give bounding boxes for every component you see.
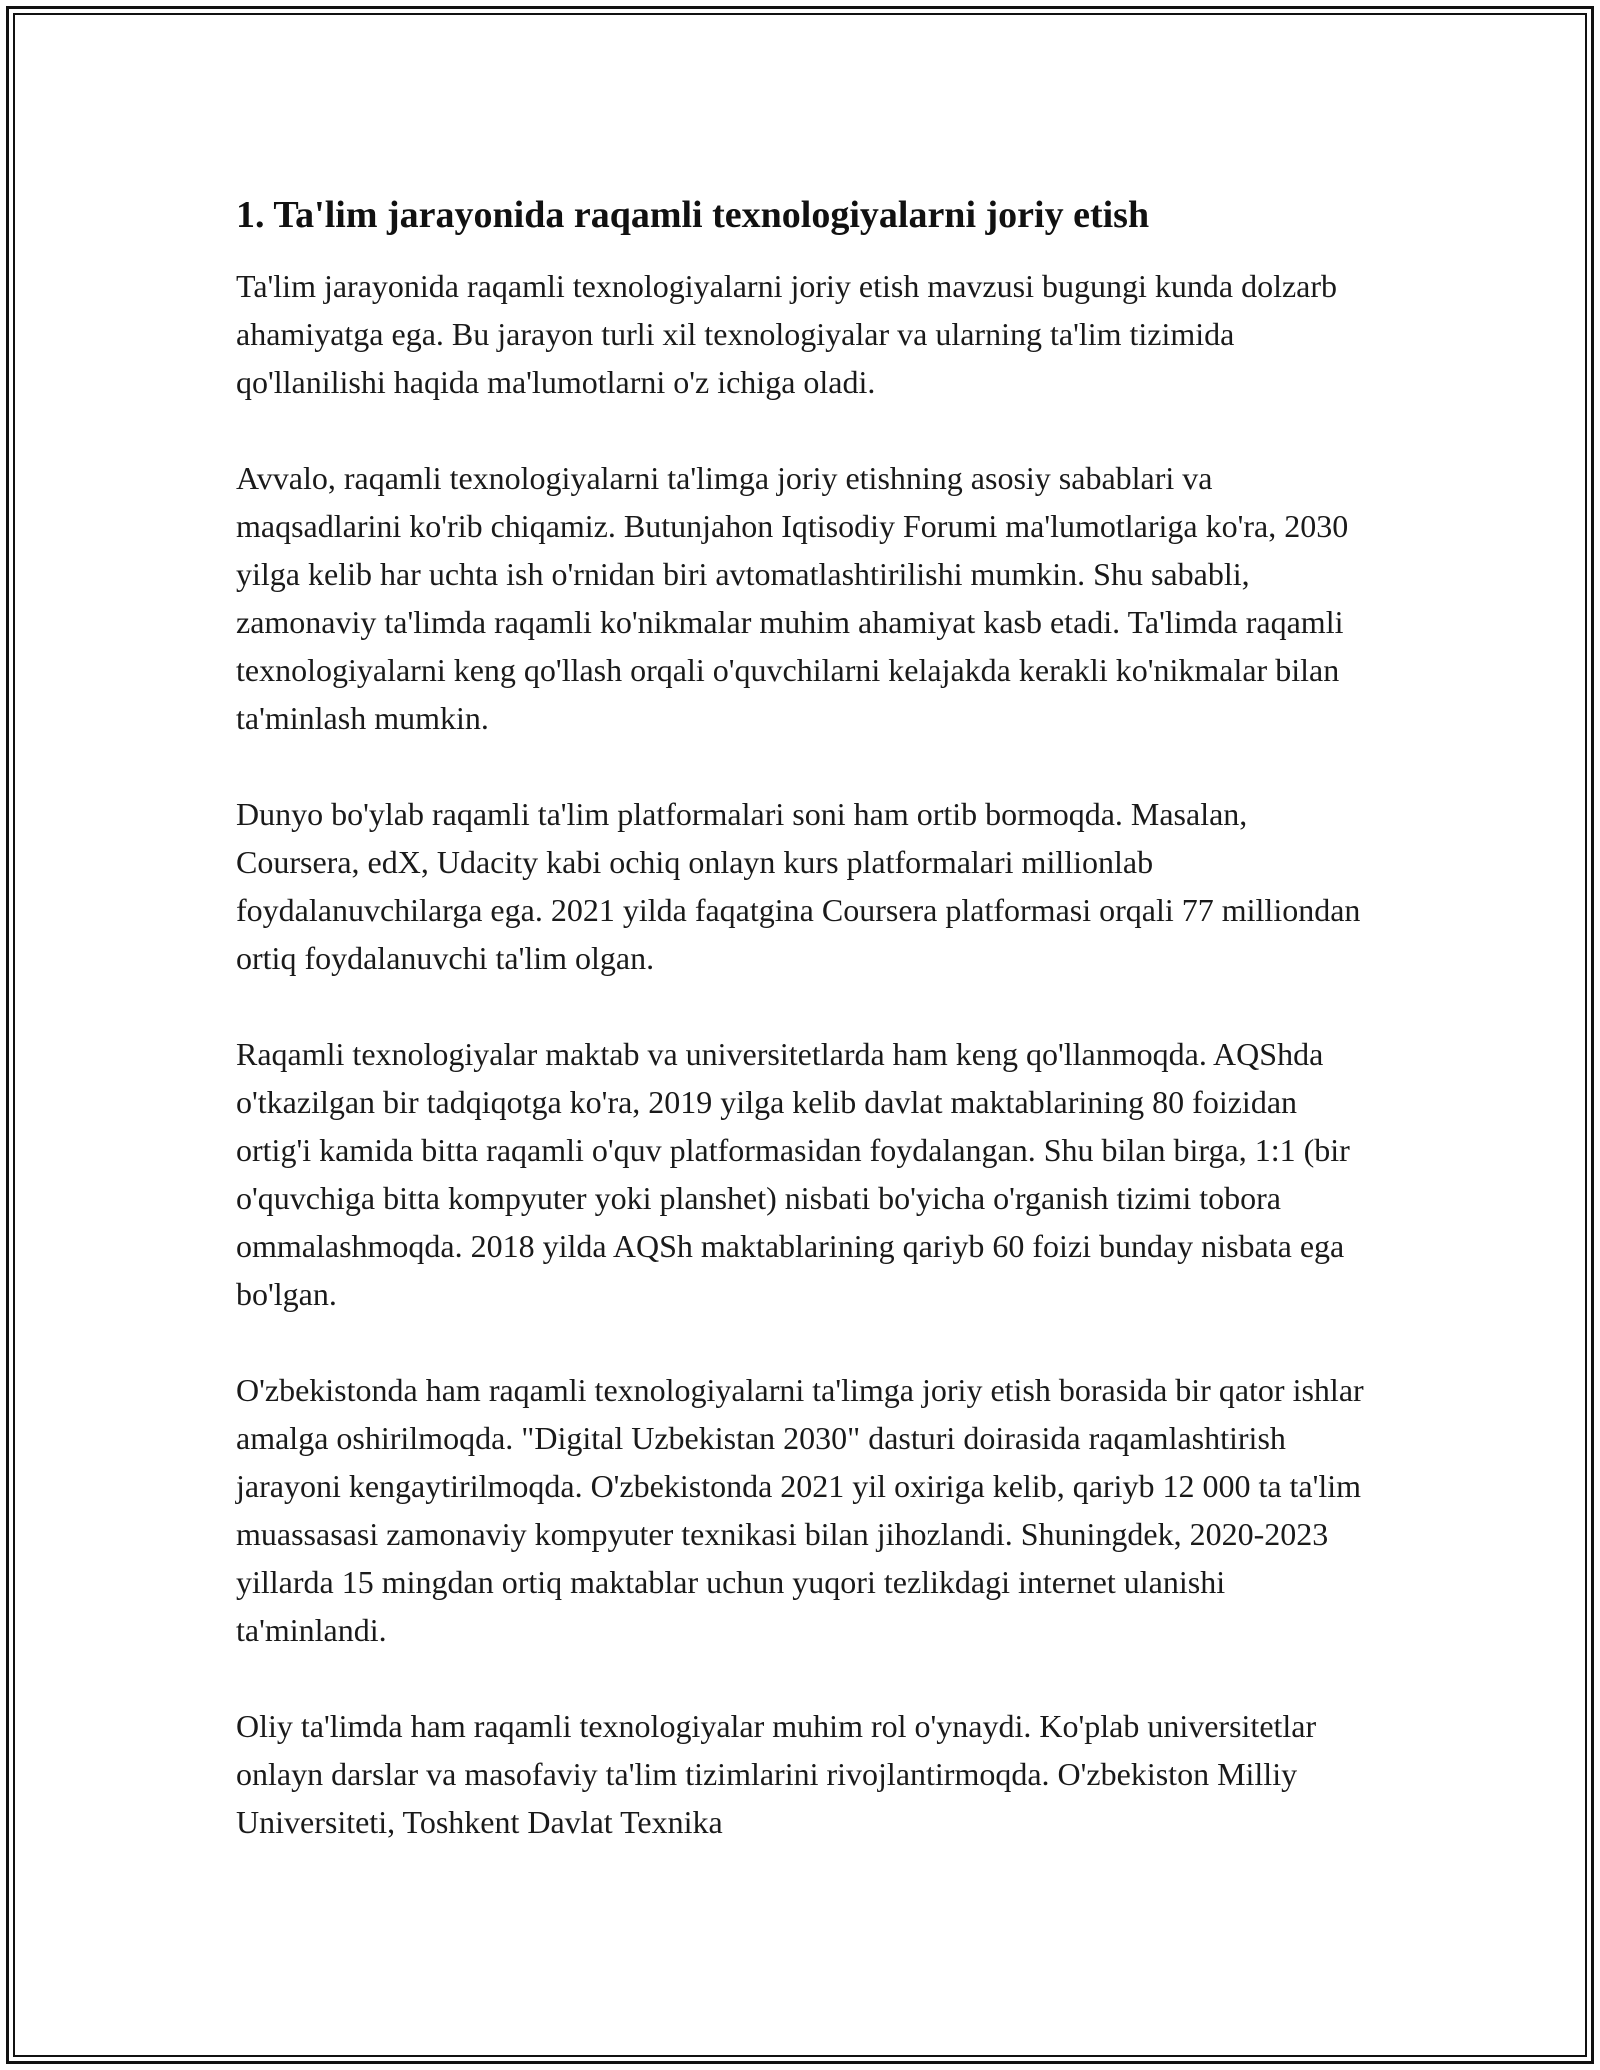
paragraph-platforms: Dunyo bo'ylab raqamli ta'lim platformalari soni ham ortib bormoqda. Masalan, Coursera, edX, Udacity kabi ochiq onlayn kurs platformalari millionlab foydalanuvchilarga ega. 2021 yilda faqatgina Coursera platformasi orqali 77 milliondan ortiq foydalanuvchi ta'lim olgan. bbox=[236, 796, 1361, 976]
paragraph-higher-education: Oliy ta'limda ham raqamli texnologiyalar muhim rol o'ynaydi. Ko'plab universitetlar onlayn darslar va masofaviy ta'lim tizimlarini rivojlantirmoqda. O'zbekiston Milliy Universiteti, Toshkent Davlat Texnika bbox=[236, 1708, 1317, 1840]
document-body bbox=[236, 190, 1366, 1894]
paragraph-schools: Raqamli texnologiyalar maktab va universitetlarda ham keng qo'llanmoqda. AQShda o'tkazilgan bir tadqiqotga ko'ra, 2019 yilga kelib davlat maktablarining 80 foizidan ortig'i kamida bitta raqamli o'quv platformasidan foydalangan. Shu bilan birga, 1:1 (bir o'quvchiga bitta kompyuter yoki planshet) nisbati bo'yicha o'rganish tizimi tobora ommalashmoqda. 2018 yilda AQSh maktablarining qariyb 60 foizi bunday nisbata ega bo'lgan. bbox=[236, 1036, 1350, 1312]
section-heading: 1. Ta'lim jarayonida raqamli texnologiyalarni joriy etish bbox=[236, 194, 1150, 236]
paragraph-reasons: Avvalo, raqamli texnologiyalarni ta'limga joriy etishning asosiy sabablari va maqsadlarini ko'rib chiqamiz. Butunjahon Iqtisodiy Forumi ma'lumotlariga ko'ra, 2030 yilga kelib har uchta ish o'rnidan biri avtomatlashtirilishi mumkin. Shu sababli, zamonaviy ta'limda raqamli ko'nikmalar muhim ahamiyat kasb etadi. Ta'limda raqamli texnologiyalarni keng qo'llash orqali o'quvchilarni kelajakda kerakli ko'nikmalar bilan ta'minlash mumkin. bbox=[236, 460, 1349, 736]
paragraph-intro: Ta'lim jarayonida raqamli texnologiyalarni joriy etish mavzusi bugungi kunda dolzarb ahamiyatga ega. Bu jarayon turli xil texnologiyalar va ularning ta'lim tizimida qo'llanilishi haqida ma'lumotlarni o'z ichiga oladi. bbox=[236, 268, 1338, 400]
paragraph-uzbekistan: O'zbekistonda ham raqamli texnologiyalarni ta'limga joriy etish borasida bir qator ishlar amalga oshirilmoqda. "Digital Uzbekistan 2030" dasturi doirasida raqamlashtirish jarayoni kengaytirilmoqda. O'zbekistonda 2021 yil oxiriga kelib, qariyb 12 000 ta ta'lim muassasasi zamonaviy kompyuter texnikasi bilan jihozlandi. Shuningdek, 2020-2023 yillarda 15 mingdan ortiq maktablar uchun yuqori tezlikdagi internet ulanishi ta'minlandi. bbox=[236, 1372, 1364, 1648]
